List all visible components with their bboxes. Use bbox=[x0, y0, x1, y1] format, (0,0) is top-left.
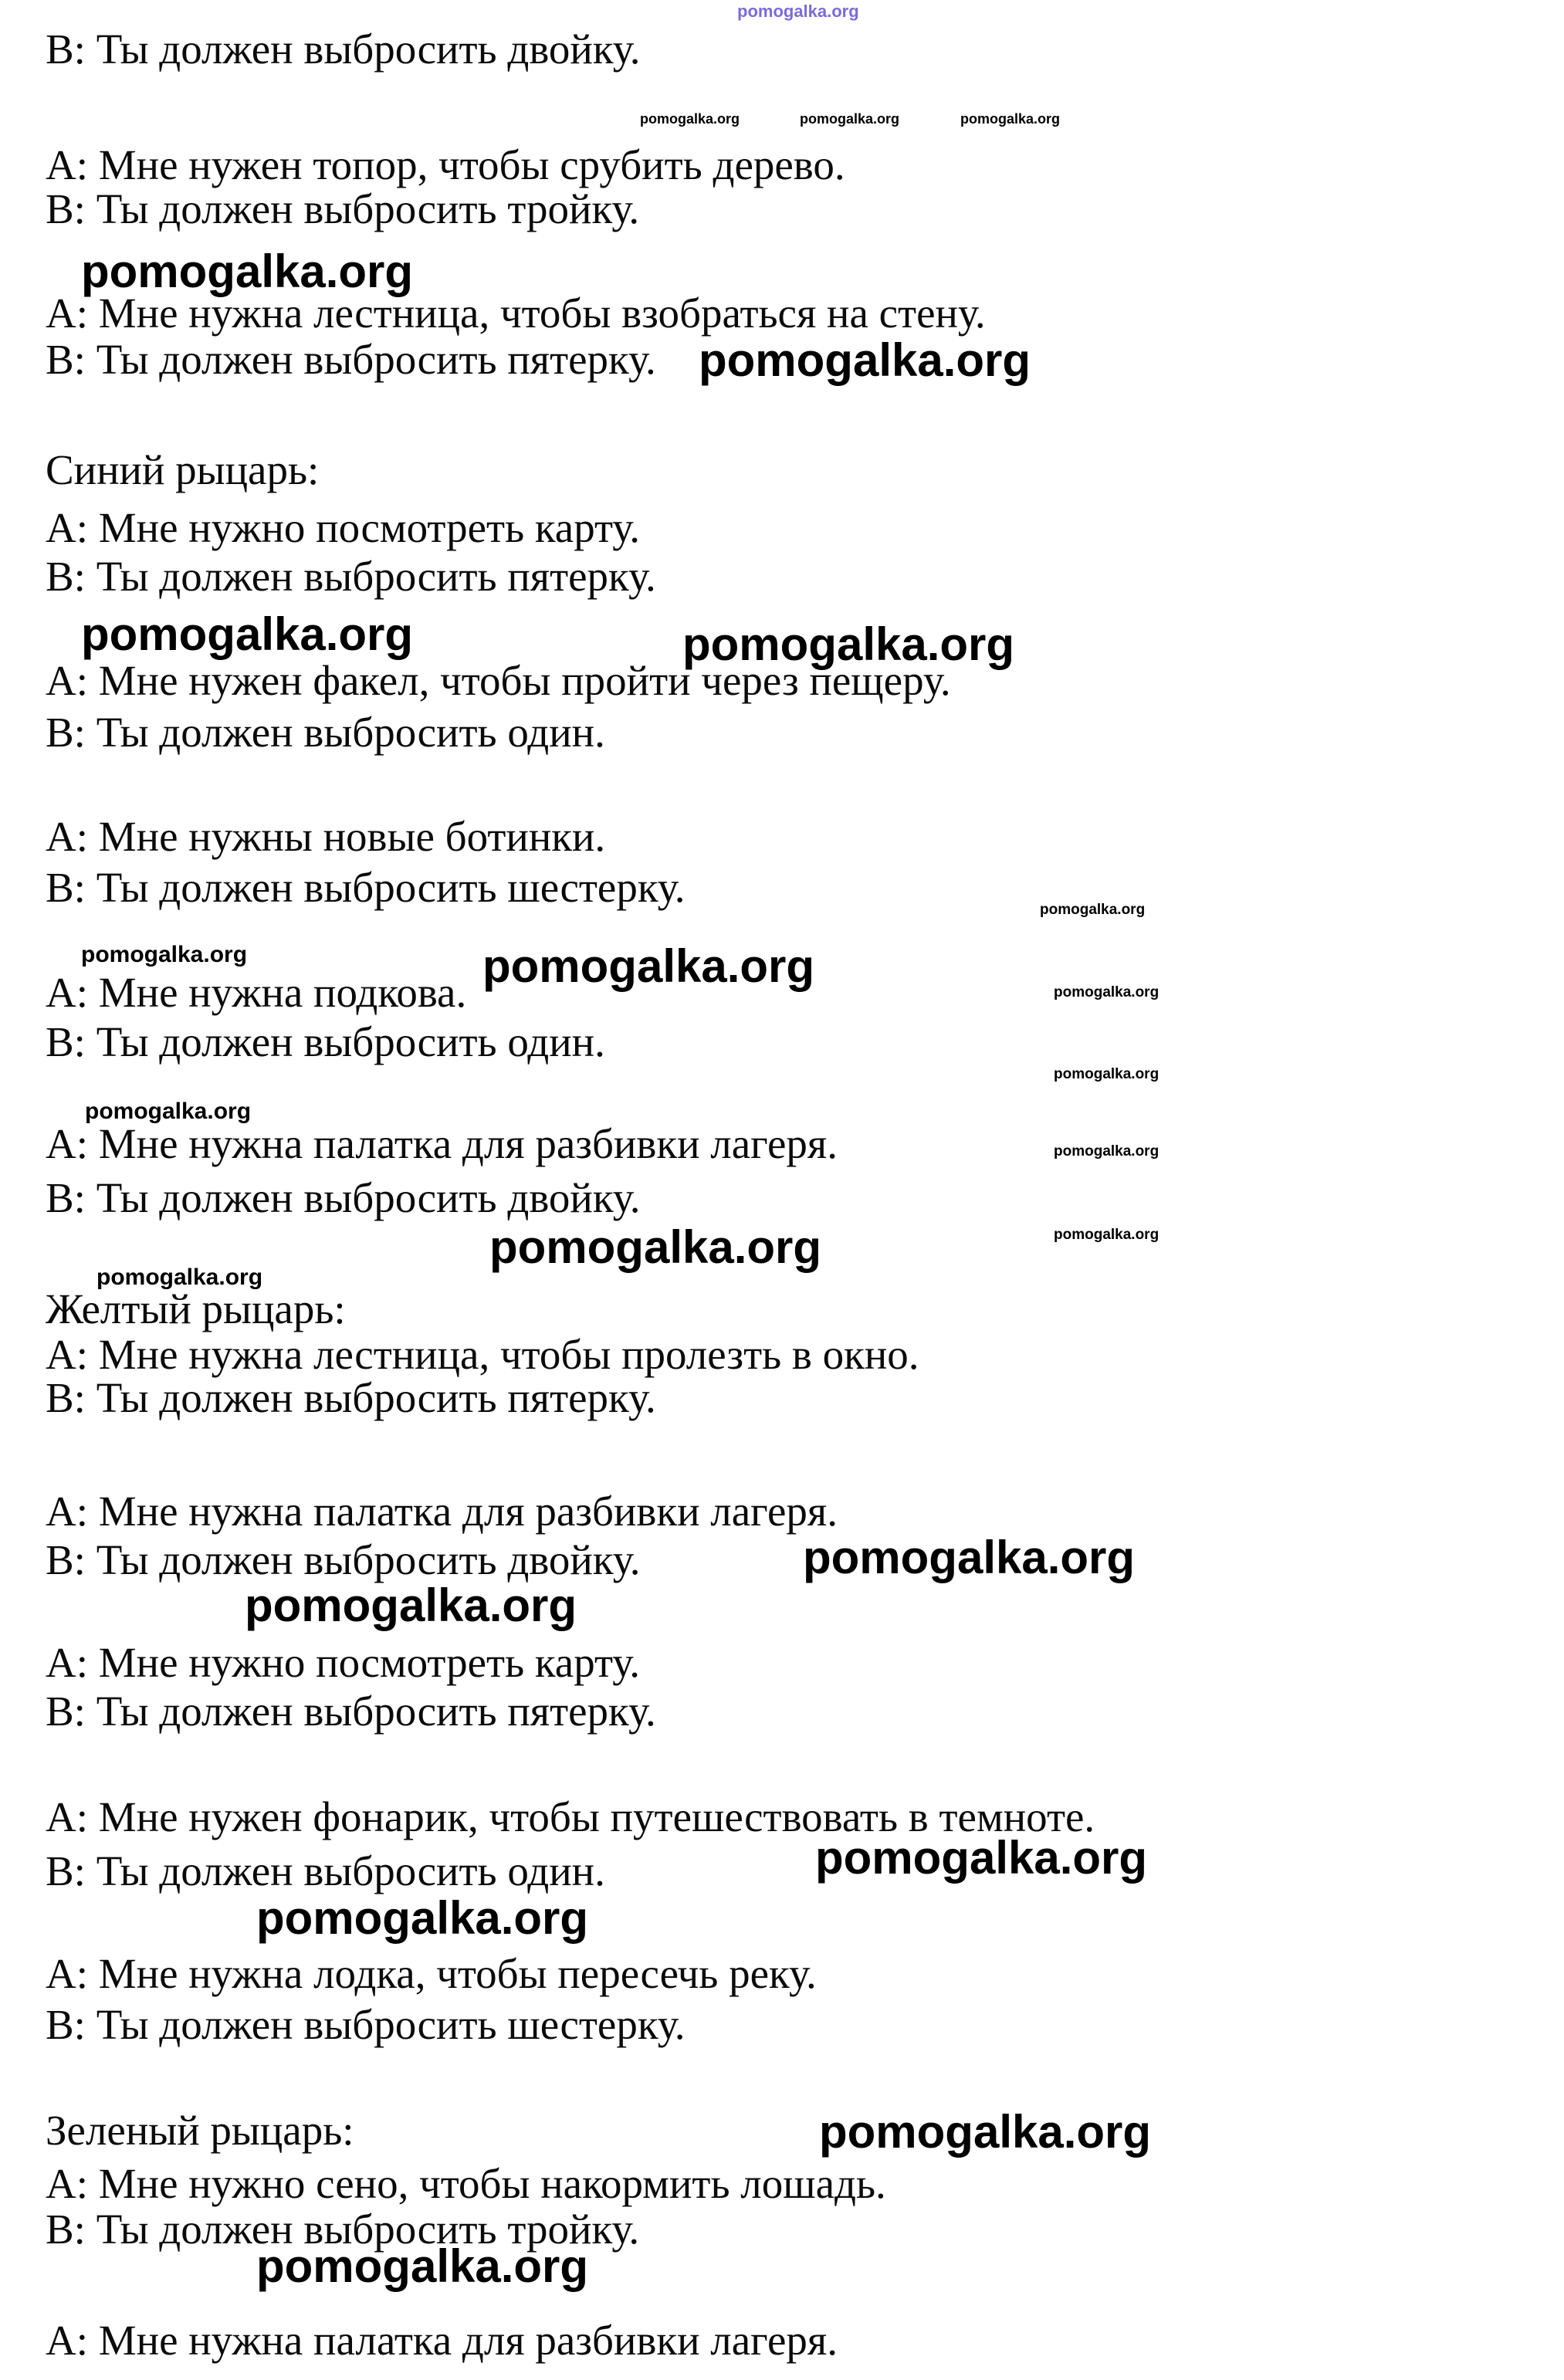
dialogue-line: А: Мне нужна подкова. bbox=[46, 969, 467, 1016]
section-heading: Зеленый рыцарь: bbox=[46, 2107, 354, 2154]
watermark: pomogalka.org bbox=[1054, 1066, 1159, 1082]
dialogue-line: В: Ты должен выбросить двойку. bbox=[46, 25, 641, 73]
dialogue-line: А: Мне нужно сено, чтобы накормить лошадь. bbox=[46, 2160, 886, 2207]
watermark: pomogalka.org bbox=[819, 2106, 1152, 2158]
watermark: pomogalka.org bbox=[800, 111, 900, 127]
dialogue-line: В: Ты должен выбросить пятерку. bbox=[46, 1688, 656, 1735]
dialogue-line: А: Мне нужна лестница, чтобы пролезть в окно. bbox=[46, 1331, 919, 1378]
dialogue-line: В: Ты должен выбросить один. bbox=[46, 1018, 605, 1065]
dialogue-line: А: Мне нужна палатка для разбивки лагеря. bbox=[46, 1488, 838, 1535]
dialogue-line: В: Ты должен выбросить двойку. bbox=[46, 1174, 641, 1221]
dialogue-line: А: Мне нужны новые ботинки. bbox=[46, 813, 606, 860]
dialogue-line: А: Мне нужна палатка для разбивки лагеря. bbox=[46, 1120, 838, 1167]
watermark: pomogalka.org bbox=[85, 1099, 252, 1124]
dialogue-line: В: Ты должен выбросить двойку. bbox=[46, 1536, 641, 1583]
dialogue-line: А: Мне нужна палатка для разбивки лагеря. bbox=[46, 2317, 838, 2364]
dialogue-line: В: Ты должен выбросить тройку. bbox=[46, 2206, 640, 2253]
watermark: pomogalka.org bbox=[482, 940, 815, 992]
dialogue-line: А: Мне нужно посмотреть карту. bbox=[46, 1639, 641, 1686]
watermark: pomogalka.org bbox=[803, 1532, 1136, 1583]
watermark: pomogalka.org bbox=[1054, 984, 1159, 1000]
dialogue-line: А: Мне нужна лодка, чтобы пересечь реку. bbox=[46, 1950, 817, 1997]
dialogue-line: В: Ты должен выбросить шестерку. bbox=[46, 2001, 686, 2048]
watermark: pomogalka.org bbox=[489, 1221, 822, 1273]
dialogue-line: А: Мне нужен топор, чтобы срубить дерево. bbox=[46, 141, 845, 188]
watermark: pomogalka.org bbox=[815, 1832, 1148, 1884]
dialogue-line: В: Ты должен выбросить один. bbox=[46, 1847, 605, 1894]
watermark: pomogalka.org bbox=[1040, 902, 1146, 918]
dialogue-line: В: Ты должен выбросить пятерку. bbox=[46, 553, 656, 600]
dialogue-line: А: Мне нужно посмотреть карту. bbox=[46, 504, 641, 551]
watermark: pomogalka.org bbox=[81, 245, 414, 297]
watermark: pomogalka.org bbox=[81, 608, 414, 660]
dialogue-line: В: Ты должен выбросить пятерку. bbox=[46, 1374, 656, 1421]
section-heading: Синий рыцарь: bbox=[46, 446, 320, 493]
dialogue-line: В: Ты должен выбросить шестерку. bbox=[46, 864, 686, 911]
watermark: pomogalka.org bbox=[81, 942, 248, 967]
watermark: pomogalka.org bbox=[256, 2240, 589, 2292]
watermark: pomogalka.org bbox=[1054, 1143, 1159, 1160]
section-heading: Желтый рыцарь: bbox=[46, 1285, 346, 1332]
dialogue-line: В: Ты должен выбросить пятерку. bbox=[46, 336, 656, 383]
watermark-purple: pomogalka.org bbox=[737, 2, 859, 21]
dialogue-line: В: Ты должен выбросить тройку. bbox=[46, 185, 640, 232]
watermark: pomogalka.org bbox=[1054, 1227, 1159, 1243]
watermark: pomogalka.org bbox=[96, 1264, 263, 1290]
dialogue-line: А: Мне нужен факел, чтобы пройти через пещеру. bbox=[46, 657, 951, 704]
watermark: pomogalka.org bbox=[699, 334, 1031, 386]
watermark: pomogalka.org bbox=[245, 1579, 577, 1631]
watermark: pomogalka.org bbox=[256, 1892, 589, 1944]
watermark: pomogalka.org bbox=[640, 111, 740, 127]
dialogue-line: В: Ты должен выбросить один. bbox=[46, 709, 605, 756]
dialogue-line: А: Мне нужен фонарик, чтобы путешествовать в темноте. bbox=[46, 1793, 1095, 1840]
watermark: pomogalka.org bbox=[960, 111, 1061, 127]
watermark: pomogalka.org bbox=[682, 618, 1015, 670]
dialogue-line: А: Мне нужна лестница, чтобы взобраться на стену. bbox=[46, 289, 986, 337]
